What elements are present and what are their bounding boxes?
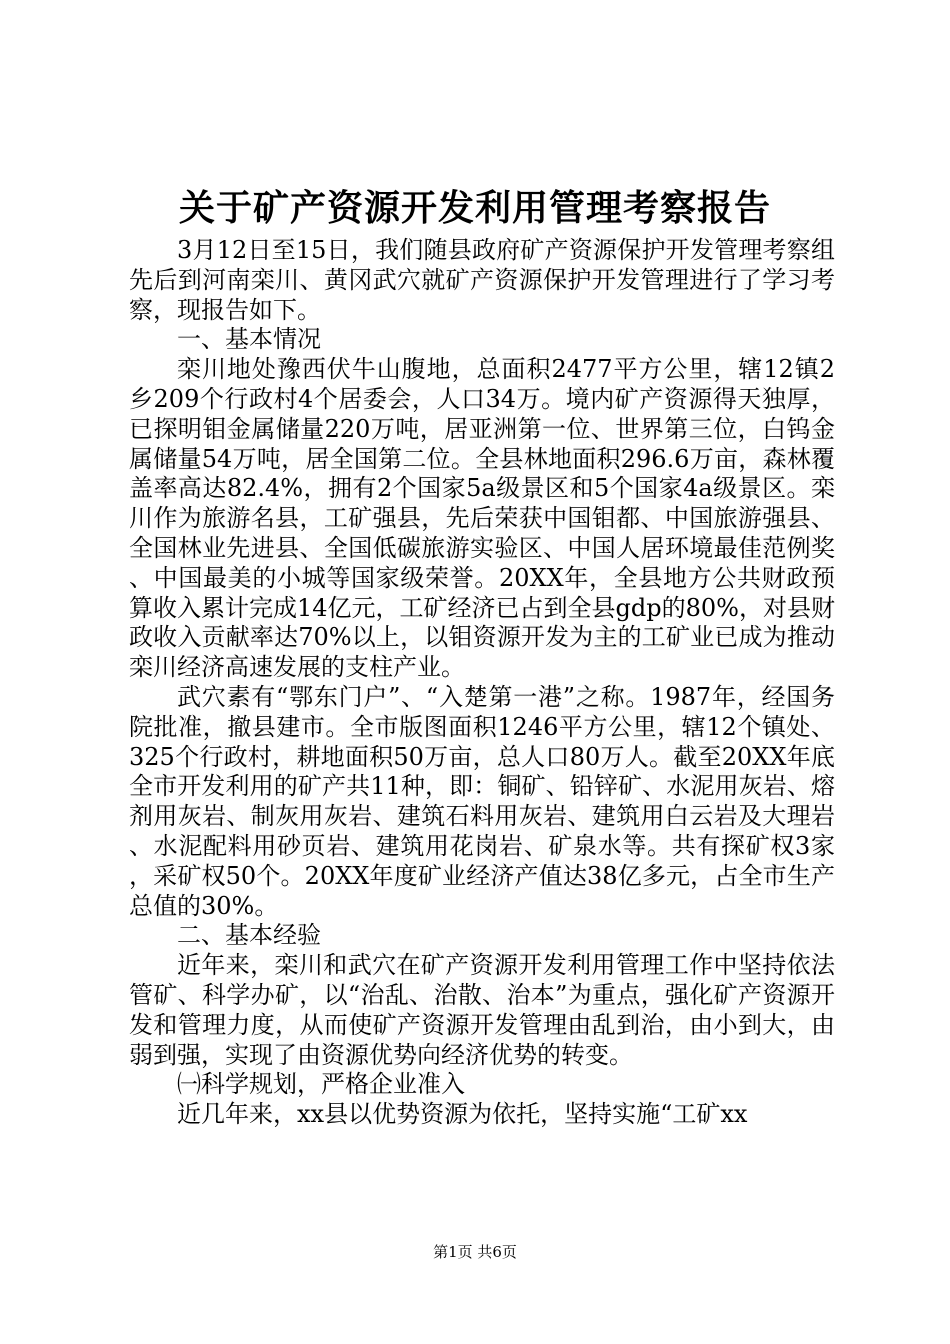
wuxue-paragraph: 武穴素有“鄂东门户”、“入楚第一港”之称。1987年，经国务院批准，撤县建市。全市版图面积1246平方公里，辖12个镇处、325个行政村，耕地面积50万亩，总人口80万人。截至20XX年底全市开发利用的矿产共11种，即：铜矿、铅锌矿、水泥用灰岩、熔剂用灰岩、制灰用灰岩、建筑石料用灰岩、建筑用白云岩及大理岩、水泥配料用砂页岩、建筑用花岗岩、矿泉水等。共有探矿权3家，采矿权50个。20XX年度矿业经济产值达38亿多元，占全市生产总值的30%。 bbox=[129, 682, 835, 920]
document-body bbox=[129, 236, 835, 1130]
document-title: 关于矿产资源开发利用管理考察报告 bbox=[178, 187, 771, 229]
experience-paragraph: 近年来，栾川和武穴在矿产资源开发利用管理工作中坚持依法管矿、科学办矿，以“治乱、治散、治本”为重点，强化矿产资源开发和管理力度，从而使矿产资源开发管理由乱到治，由小到大，由弱到强，实现了由资源优势向经济优势的转变。 bbox=[129, 951, 835, 1069]
subsection-heading-planning: ㈠科学规划，严格企业准入 bbox=[177, 1070, 465, 1099]
planning-paragraph: 近几年来，xx县以优势资源为依托，坚持实施“工矿xx bbox=[177, 1100, 748, 1129]
luanchuan-paragraph: 栾川地处豫西伏牛山腹地，总面积2477平方公里，辖12镇2乡209个行政村4个居委会，人口34万。境内矿产资源得天独厚，已探明钼金属储量220万吨，居亚洲第一位、世界第三位，白钨金属储量54万吨，居全国第二位。全县林地面积296.6万亩，森林覆盖率高达82.4%，拥有2个国家5a级景区和5个国家4a级景区。栾川作为旅游名县，工矿强县，先后荣获中国钼都、中国旅游强县、全国林业先进县、全国低碳旅游实验区、中国人居环境最佳范例奖、中国最美的小城等国家级荣誉。20XX年，全县地方公共财政预算收入累计完成14亿元，工矿经济已占到全县gdp的80%，对县财政收入贡献率达70%以上，以钼资源开发为主的工矿业已成为推动栾川经济高速发展的支柱产业。 bbox=[129, 355, 835, 682]
section-heading-basic-situation: 一、基本情况 bbox=[177, 325, 321, 354]
page-number-footer: 第1页 共6页 bbox=[433, 1243, 517, 1261]
intro-paragraph: 3月12日至15日，我们随县政府矿产资源保护开发管理考察组先后到河南栾川、黄冈武穴就矿产资源保护开发管理进行了学习考察，现报告如下。 bbox=[129, 236, 835, 324]
section-heading-basic-experience: 二、基本经验 bbox=[177, 921, 321, 950]
